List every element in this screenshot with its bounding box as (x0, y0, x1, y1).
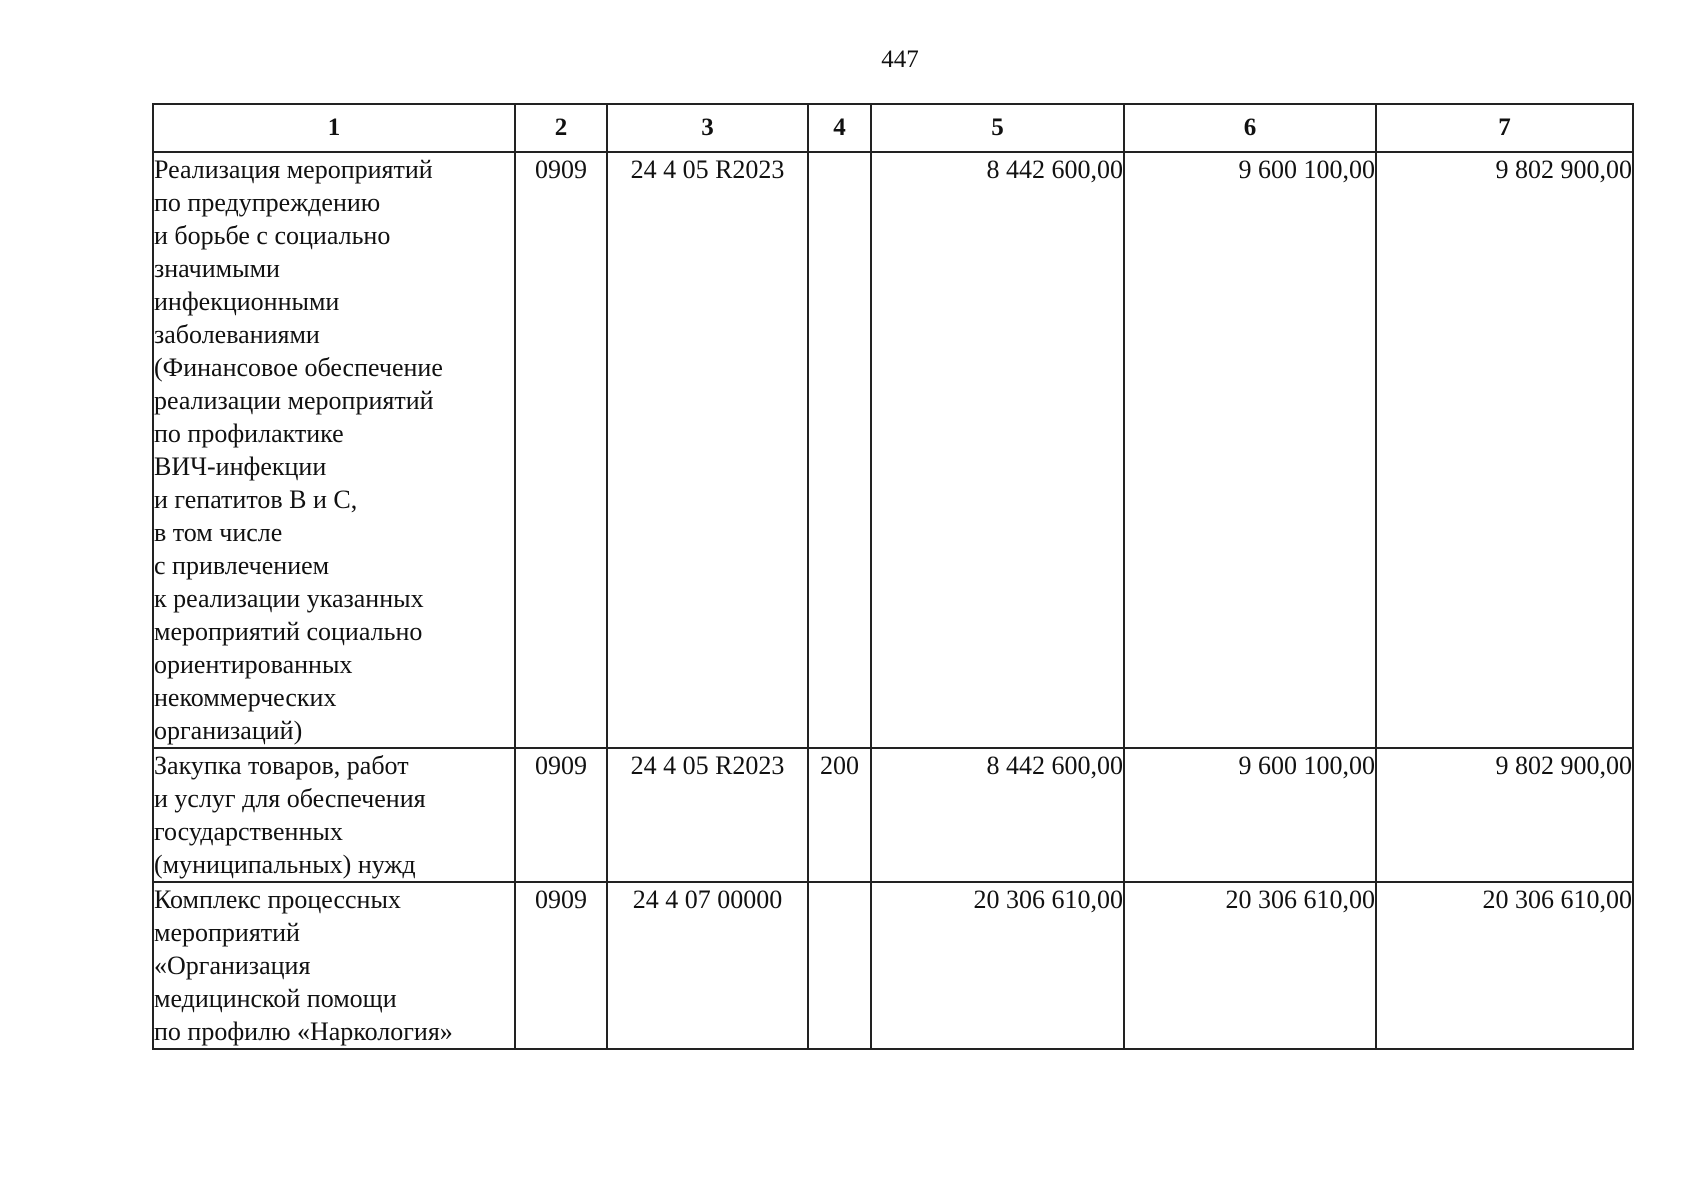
section-code: 0909 (515, 748, 607, 882)
column-header-6: 6 (1124, 104, 1376, 152)
header-row (153, 104, 1633, 152)
row-name: Комплекс процессных мероприятий «Организация медицинской помощи по профилю «Наркология» (153, 882, 515, 1049)
target-article-code: 24 4 05 R2023 (607, 152, 808, 748)
amount-col-7: 20 306 610,00 (1376, 882, 1633, 1049)
row-name: Реализация мероприятий по предупреждению и борьбе с социально значимыми инфекционными заболеваниями (Финансовое обеспечение реализации мероприятий по профилактике ВИЧ-инфекции и гепатитов В и С, в том числе с привлечением к реализации указанных мероприятий социально ориентированных некоммерческих организаций) (153, 152, 515, 748)
column-header-4: 4 (808, 104, 871, 152)
target-article-code: 24 4 05 R2023 (607, 748, 808, 882)
amount-col-7: 9 802 900,00 (1376, 152, 1633, 748)
column-header-1: 1 (153, 104, 515, 152)
amount-col-5: 8 442 600,00 (871, 152, 1124, 748)
expense-type-code (808, 152, 871, 748)
section-code: 0909 (515, 882, 607, 1049)
amount-col-5: 20 306 610,00 (871, 882, 1124, 1049)
amount-col-6: 9 600 100,00 (1124, 152, 1376, 748)
page-number: 447 (881, 46, 919, 73)
target-article-code: 24 4 07 00000 (607, 882, 808, 1049)
column-header-2: 2 (515, 104, 607, 152)
table-row (153, 152, 1633, 748)
table-row (153, 882, 1633, 1049)
amount-col-6: 9 600 100,00 (1124, 748, 1376, 882)
expense-type-code: 200 (808, 748, 871, 882)
section-code: 0909 (515, 152, 607, 748)
column-header-7: 7 (1376, 104, 1633, 152)
amount-col-6: 20 306 610,00 (1124, 882, 1376, 1049)
budget-table (152, 103, 1634, 1050)
row-name: Закупка товаров, работ и услуг для обеспечения государственных (муниципальных) нужд (153, 748, 515, 882)
expense-type-code (808, 882, 871, 1049)
amount-col-7: 9 802 900,00 (1376, 748, 1633, 882)
table-row (153, 748, 1633, 882)
column-header-3: 3 (607, 104, 808, 152)
column-header-5: 5 (871, 104, 1124, 152)
amount-col-5: 8 442 600,00 (871, 748, 1124, 882)
